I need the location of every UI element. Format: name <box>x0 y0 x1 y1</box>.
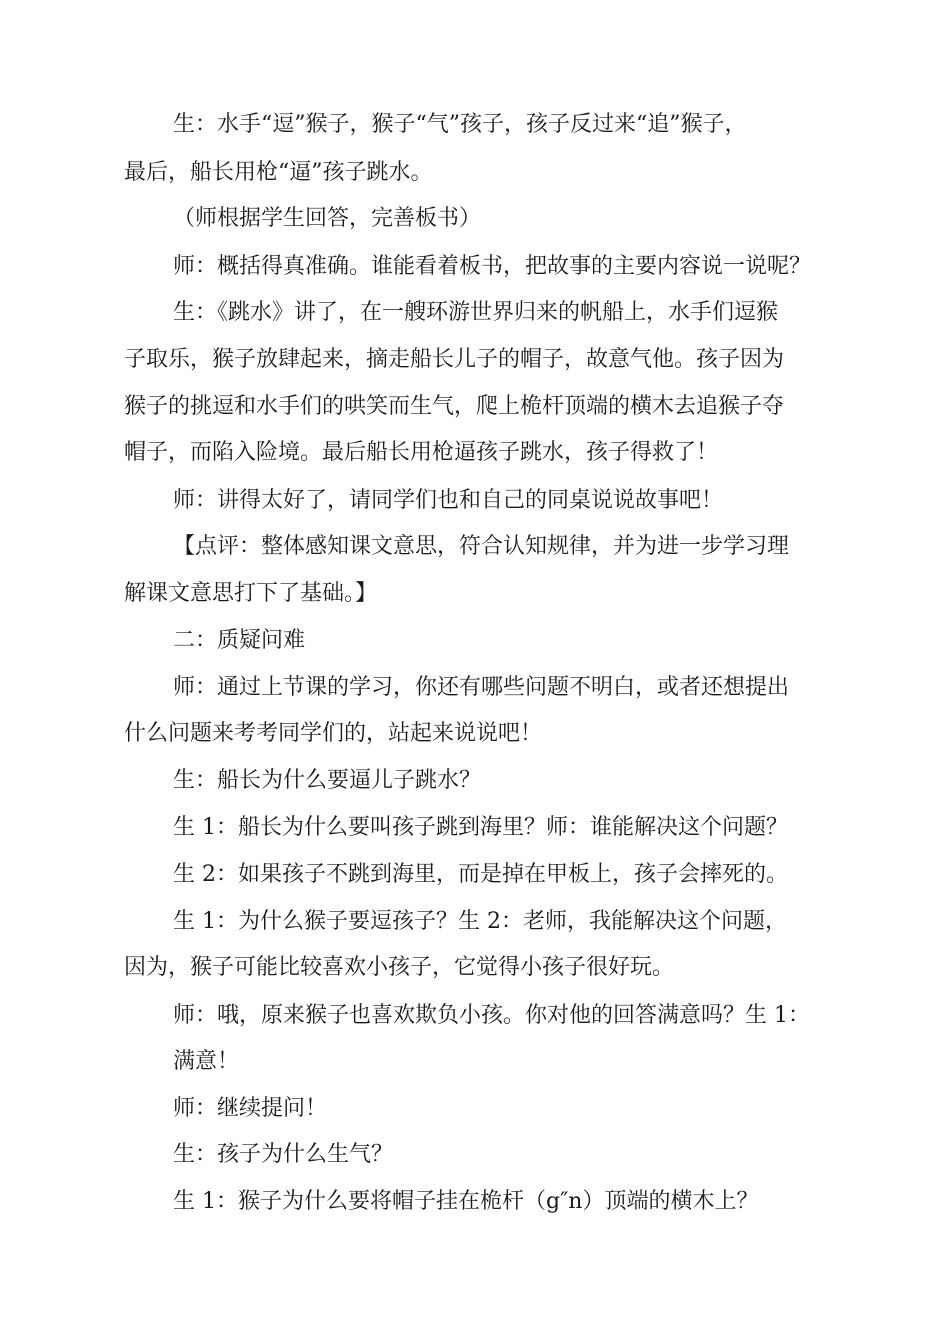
text-line: 最后，船长用枪“逼”孩子跳水。 <box>124 160 433 185</box>
text-line: 满意！ <box>173 1049 240 1074</box>
text-line: 生 2：如果孩子不跳到海里，而是掉在甲板上，孩子会摔死的。 <box>173 862 788 887</box>
text-line: （师根据学生回答，完善板书） <box>173 206 482 231</box>
text-line: 【点评：整体感知课文意思，符合认知规律，并为进一步学习理 <box>173 534 790 559</box>
text-line: 帽子，而陷入险境。最后船长用枪逼孩子跳水，孩子得救了！ <box>124 440 719 465</box>
text-line: 子取乐，猴子放肆起来，摘走船长儿子的帽子，故意气他。孩子因为 <box>124 347 785 372</box>
text-line: 生：船长为什么要逼儿子跳水？ <box>173 768 482 793</box>
text-line: 解课文意思打下了基础。】 <box>124 581 378 606</box>
text-line: 师：概括得真准确。谁能看着板书，把故事的主要内容说一说呢？ <box>173 254 812 279</box>
text-line: 生 1：船长为什么要叫孩子跳到海里？师：谁能解决这个问题？ <box>173 815 788 840</box>
text-line: 师：继续提问！ <box>173 1096 328 1121</box>
text-line: 什么问题来考考同学们的，站起来说说吧！ <box>124 721 543 746</box>
text-line: 师：讲得太好了，请同学们也和自己的同桌说说故事吧！ <box>173 488 724 513</box>
text-line: 因为，猴子可能比较喜欢小孩子，它觉得小孩子很好玩。 <box>124 955 675 980</box>
text-line: 生：水手“逗”猴子，猴子“气”孩子，孩子反过来“追”猴子， <box>173 112 747 137</box>
text-line: 生：孩子为什么生气？ <box>173 1142 394 1167</box>
text-line: 生 1：猴子为什么要将帽子挂在桅杆（g″n）顶端的横木上？ <box>173 1189 759 1214</box>
text-line: 师：哦，原来猴子也喜欢欺负小孩。你对他的回答满意吗？生 1： <box>173 1003 810 1028</box>
text-line: 师：通过上节课的学习，你还有哪些问题不明白，或者还想提出 <box>173 675 790 700</box>
section-heading: 二：质疑问难 <box>173 628 306 653</box>
text-line: 生 1：为什么猴子要逗孩子？生 2：老师，我能解决这个问题， <box>173 909 787 934</box>
text-line: 猴子的挑逗和水手们的哄笑而生气，爬上桅杆顶端的横木去追猴子夺 <box>124 394 785 419</box>
text-line: 生：《跳水》讲了，在一艘环游世界归来的帆船上，水手们逗猴 <box>173 300 779 325</box>
